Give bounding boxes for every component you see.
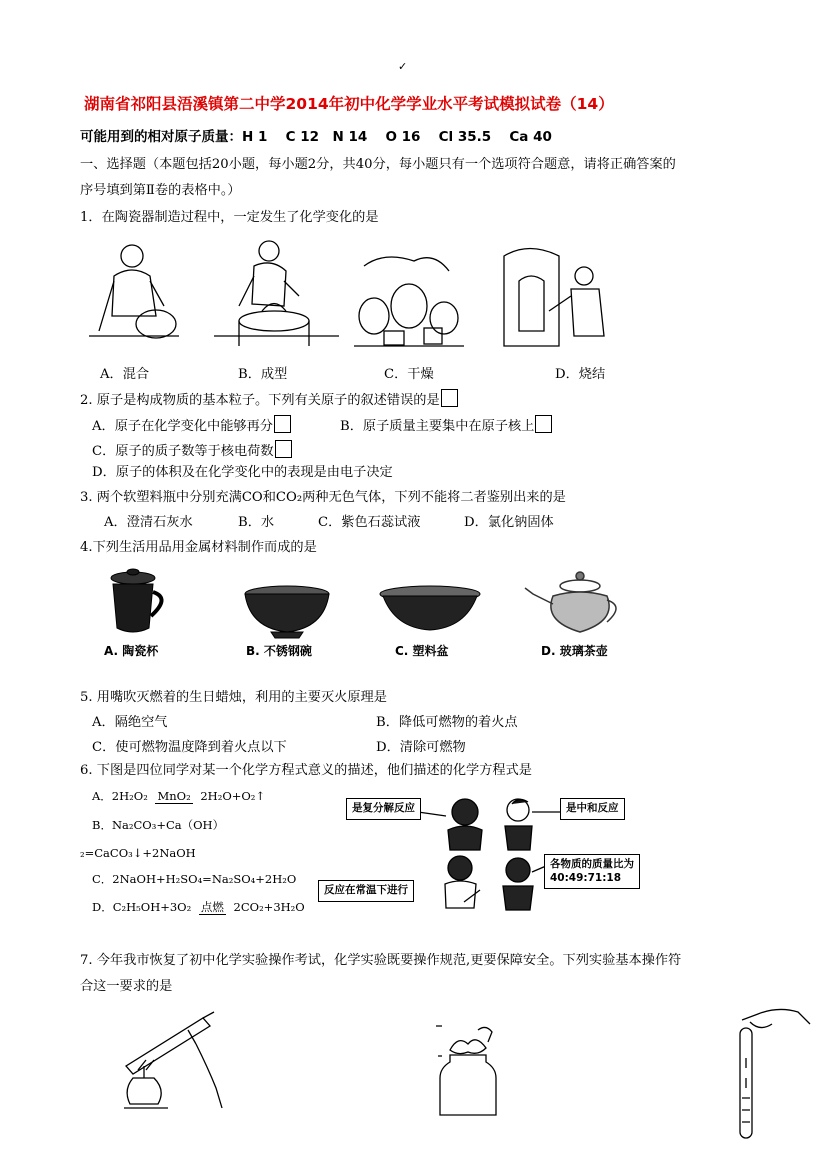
q2-option-b: B．原子质量主要集中在原子核上 bbox=[340, 419, 535, 434]
q6-option-d bbox=[92, 901, 305, 915]
q6-d-condition: 点燃 bbox=[200, 900, 224, 914]
q6-option-c: C．2NaOH+H₂SO₄=Na₂SO₄+2H₂O bbox=[92, 872, 297, 886]
q2-option-c: C．原子的质子数等于核电荷数 bbox=[92, 444, 274, 459]
q3-option-a: A．澄清石灰水 bbox=[104, 515, 193, 530]
q7-stem-line1: 7. 今年我市恢复了初中化学实验操作考试，化学实验既要操作规范,更要保障安全。下列实验基本操作符 bbox=[80, 953, 682, 968]
q4-caption-a: A. 陶瓷杯 bbox=[104, 644, 159, 658]
q2-option-c-row bbox=[92, 440, 292, 460]
q2-stem-row bbox=[80, 389, 458, 409]
q2-option-c-box bbox=[275, 440, 292, 458]
q2-option-a-row bbox=[92, 415, 291, 435]
q1-mixing-figure bbox=[89, 245, 179, 338]
q6-option-a bbox=[92, 790, 265, 804]
q7-test-tube-shaking bbox=[728, 998, 818, 1148]
q1-pottery-illustrations bbox=[84, 236, 624, 356]
q6-option-b-line1: B．Na₂CO₃+Ca（OH） bbox=[92, 818, 225, 832]
plastic-basin-icon bbox=[380, 586, 480, 630]
q6-option-b-line2: ₂=CaCO₃↓+2NaOH bbox=[80, 846, 196, 860]
q3-stem: 3. 两个软塑料瓶中分别充满CO和CO₂两种无色气体，下列不能将二者鉴别出来的是 bbox=[80, 490, 566, 505]
q6-a-condition: MnO₂ bbox=[157, 789, 191, 803]
q5-option-c: C．使可燃物温度降到着火点以下 bbox=[92, 740, 287, 755]
glass-teapot-icon bbox=[525, 572, 616, 632]
atomic-masses: 可能用到的相对原子质量：H 1 C 12 N 14 O 16 Cl 35.5 Ca 40 bbox=[80, 129, 552, 145]
q2-option-a-box bbox=[274, 415, 291, 433]
q2-stem: 2. 原子是构成物质的基本粒子。下列有关原子的叙述错误的是 bbox=[80, 393, 440, 408]
q1-drying-figure bbox=[354, 257, 464, 346]
section-instructions-line2: 序号填到第Ⅱ卷的表格中。） bbox=[80, 183, 241, 198]
q1-stem: 1．在陶瓷器制造过程中，一定发生了化学变化的是 bbox=[80, 210, 379, 225]
q3-option-c: C．紫色石蕊试液 bbox=[318, 515, 421, 530]
q6-d-reactants: D．C₂H₅OH+3O₂ bbox=[92, 900, 192, 914]
q6-bubble-3: 反应在常温下进行 bbox=[318, 880, 414, 902]
header-check-mark: ✓ bbox=[398, 60, 408, 73]
q7-gas-bottle-smell bbox=[428, 1020, 508, 1120]
q5-option-a: A．隔绝空气 bbox=[92, 715, 168, 730]
q3-option-d: D．氯化钠固体 bbox=[464, 515, 554, 530]
q1-firing-figure bbox=[504, 249, 604, 347]
q1-option-b: B．成型 bbox=[238, 367, 288, 382]
q6-d-products: 2CO₂+3H₂O bbox=[233, 900, 305, 914]
q6-bubble-4-line1: 各物质的质量比为 bbox=[550, 858, 634, 870]
q1-option-a: A．混合 bbox=[100, 367, 150, 382]
q6-bubble-1: 是复分解反应 bbox=[346, 798, 421, 820]
q6-bubble-4 bbox=[544, 854, 640, 889]
q4-stem: 4.下列生活用品用金属材料制作而成的是 bbox=[80, 540, 317, 555]
q6-a-products: 2H₂O+O₂↑ bbox=[200, 789, 266, 803]
section-instructions-line1: 一、选择题（本题包括20小题，每小题2分，共40分，每小题只有一个选项符合题意，请将正确答案的 bbox=[80, 157, 676, 172]
q4-caption-c: C. 塑料盆 bbox=[395, 644, 449, 658]
q6-bubble-2: 是中和反应 bbox=[560, 798, 625, 820]
q7-stem-line2: 合这一要求的是 bbox=[80, 979, 173, 994]
q6-stem: 6. 下图是四位同学对某一个化学方程式意义的描述，他们描述的化学方程式是 bbox=[80, 763, 532, 778]
q1-option-c: C．干燥 bbox=[384, 367, 434, 382]
q2-option-d: D．原子的体积及在化学变化中的表现是由电子决定 bbox=[92, 465, 393, 480]
q2-option-a: A．原子在化学变化中能够再分 bbox=[92, 419, 273, 434]
q4-caption-d: D. 玻璃茶壶 bbox=[541, 644, 608, 658]
q2-answer-box bbox=[441, 389, 458, 407]
q3-option-b: B．水 bbox=[238, 515, 275, 530]
q6-a-reactants: A．2H₂O₂ bbox=[92, 789, 148, 803]
q5-option-d: D．清除可燃物 bbox=[376, 740, 466, 755]
q1-forming-figure bbox=[214, 241, 339, 346]
q7-alcohol-lamp-heating bbox=[118, 1008, 228, 1118]
q5-stem: 5. 用嘴吹灭燃着的生日蜡烛，利用的主要灭火原理是 bbox=[80, 690, 387, 705]
steel-bowl-icon bbox=[245, 586, 329, 638]
q2-option-b-box bbox=[535, 415, 552, 433]
ceramic-cup-icon bbox=[111, 569, 162, 632]
q2-option-b-row bbox=[340, 415, 552, 435]
q6-bubble-4-line2: 40:49:71:18 bbox=[550, 871, 622, 884]
exam-title: 湖南省祁阳县浯溪镇第二中学2014年初中化学学业水平考试模拟试卷（14） bbox=[84, 95, 614, 113]
q1-option-d: D．烧结 bbox=[555, 367, 606, 382]
q5-option-b: B．降低可燃物的着火点 bbox=[376, 715, 518, 730]
q4-items-illustration bbox=[95, 566, 635, 644]
q4-caption-b: B. 不锈钢碗 bbox=[246, 644, 312, 658]
